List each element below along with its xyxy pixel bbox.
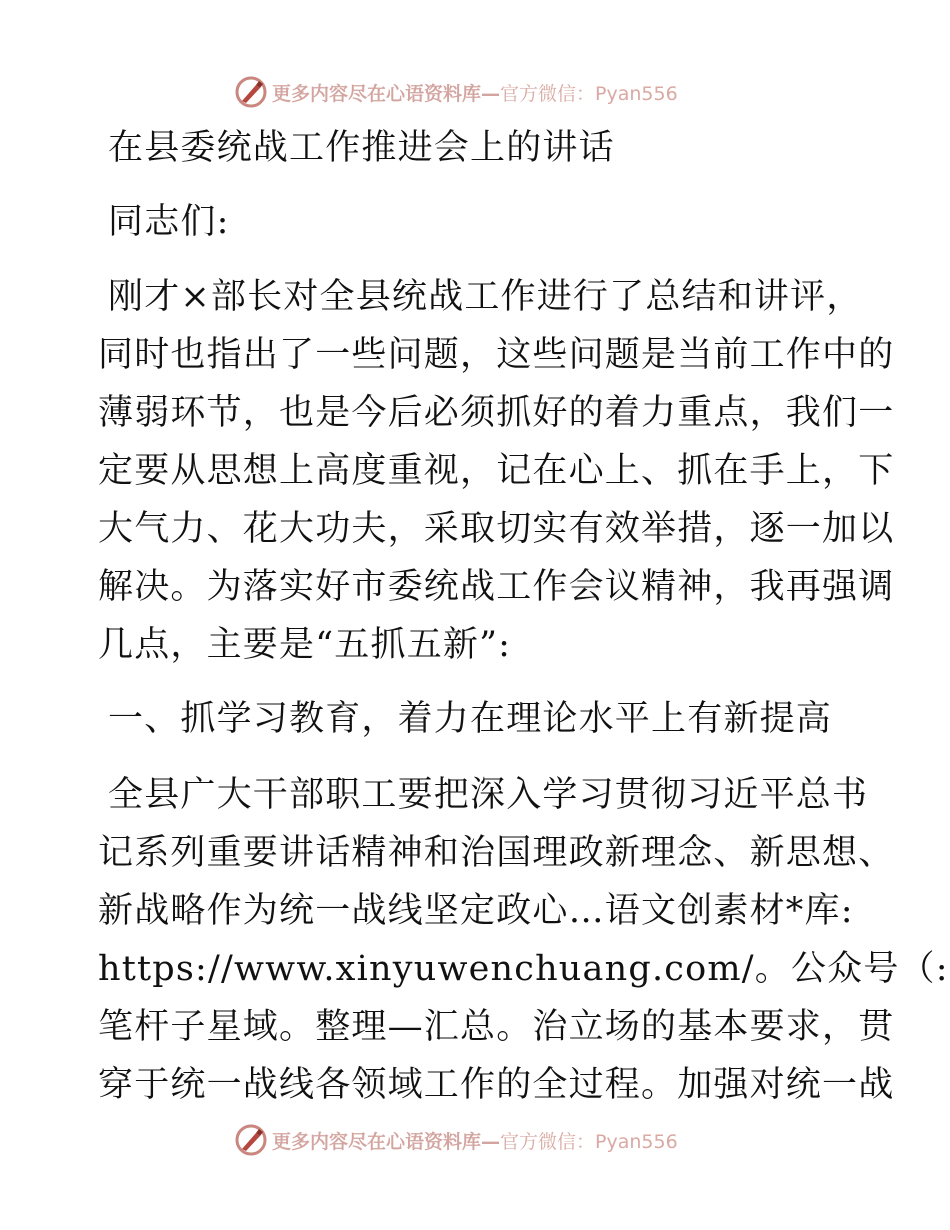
paragraph-2-line-1: 全县广大干部职工要把深入学习贯彻习近平总书 [108, 775, 869, 815]
paragraph-2-line-4: https://www.xinyuwenchuang.com/。公众号（: [98, 949, 949, 989]
paragraph-1-line-1: 刚才×部长对全县统战工作进行了总结和讲评， [108, 277, 863, 317]
paragraph-1-line-5: 大气力、花大功夫，采取切实有效举措，逐一加以 [98, 509, 895, 549]
watermark-banner-top [234, 72, 678, 112]
paragraph-1-line-7: 几点，主要是“五抓五新”: [98, 625, 512, 665]
salutation: 同志们: [108, 202, 230, 242]
document-title: 在县委统战工作推进会上的讲话 [108, 128, 615, 168]
watermark-wechat-text: 官方微信：Pyan556 [500, 1130, 678, 1153]
pen-logo-icon [234, 1123, 268, 1157]
paragraph-2-line-6: 穿于统一战线各领域工作的全过程。加强对统一战 [98, 1065, 895, 1105]
paragraph-2-line-2: 记系列重要讲话精神和治国理政新理念、新思想、 [98, 833, 895, 873]
paragraph-1-line-3: 薄弱环节，也是今后必须抓好的着力重点，我们一 [98, 393, 895, 433]
watermark-promo-text: 更多内容尽在心语资料库— [272, 82, 501, 105]
paragraph-2-line-3: 新战略作为统一战线坚定政心…语文创素材*库: [98, 891, 854, 931]
paragraph-2-line-5: 笔杆子星域。整理—汇总。治立场的基本要求，贯 [98, 1007, 895, 1047]
watermark-banner-bottom [234, 1120, 678, 1160]
paragraph-1-line-6: 解决。为落实好市委统战工作会议精神，我再强调 [98, 567, 895, 607]
watermark-promo-text: 更多内容尽在心语资料库— [272, 1130, 501, 1153]
watermark-wechat-text: 官方微信：Pyan556 [500, 82, 678, 105]
section-heading-1: 一、抓学习教育，着力在理论水平上有新提高 [108, 699, 833, 739]
paragraph-1-line-4: 定要从思想上高度重视，记在心上、抓在手上，下 [98, 451, 895, 491]
pen-logo-icon [234, 75, 268, 109]
paragraph-1-line-2: 同时也指出了一些问题，这些问题是当前工作中的 [98, 335, 895, 375]
